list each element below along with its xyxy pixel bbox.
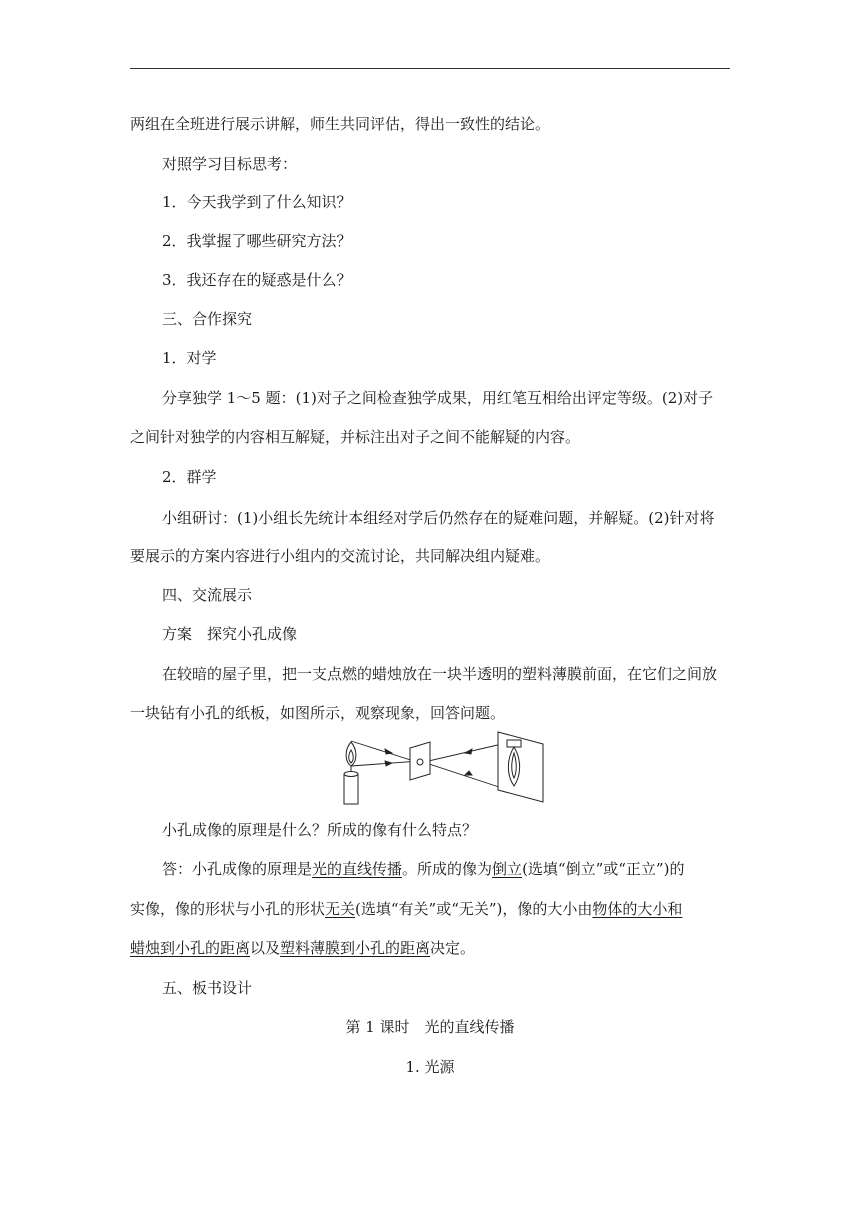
paragraph-line: 两组在全班进行展示讲解，师生共同评估，得出一致性的结论。 — [130, 115, 551, 133]
answer-blank: 光的直线传播 — [312, 860, 403, 878]
paragraph-line: 对照学习目标思考： — [162, 155, 298, 173]
subsection-heading: 1．对学 — [162, 349, 217, 367]
answer-text: 以及 — [250, 939, 281, 957]
question-line: 小孔成像的原理是什么？所成的像有什么特点？ — [162, 821, 478, 839]
paragraph-line: 小组研讨：(1)小组长先统计本组经对学后仍然存在的疑难问题，并解疑。(2)针对将 — [162, 509, 715, 527]
board-title: 第 1 课时 光的直线传播 — [345, 1018, 515, 1036]
answer-text: 实像，像的形状与小孔的形状 — [130, 900, 326, 918]
answer-line — [130, 938, 730, 958]
paragraph-line: 分享独学 1～5 题：(1)对子之间检查独学成果，用红笔互相给出评定等级。(2)对子 — [162, 389, 714, 407]
list-item: 1．今天我学到了什么知识？ — [162, 193, 352, 211]
pinhole-camera-figure — [330, 728, 550, 806]
candle-icon — [344, 742, 358, 804]
answer-line — [130, 859, 730, 879]
section-heading: 五、板书设计 — [162, 979, 253, 997]
paragraph-line: 之间针对独学的内容相互解疑，并标注出对子之间不能解疑的内容。 — [130, 428, 581, 446]
answer-blank: 无关 — [325, 900, 356, 918]
answer-blank: 塑料薄膜到小孔的距离 — [280, 939, 431, 957]
answer-text: 。所成的像为 — [402, 860, 493, 878]
answer-blank: 倒立 — [492, 860, 523, 878]
list-item: 3．我还存在的疑惑是什么？ — [162, 271, 352, 289]
cardboard-with-hole — [410, 742, 430, 780]
board-item: 1. 光源 — [405, 1058, 455, 1076]
header-rule — [130, 68, 730, 69]
plan-title: 方案 探究小孔成像 — [162, 625, 298, 643]
answer-text: 决定。 — [430, 939, 476, 957]
section-heading: 四、交流展示 — [162, 586, 253, 604]
answer-blank: 蜡烛到小孔的距离 — [130, 939, 251, 957]
subsection-heading: 2．群学 — [162, 468, 217, 486]
paragraph-line: 要展示的方案内容进行小组内的交流讨论，共同解决组内疑难。 — [130, 547, 551, 565]
answer-text: (选填“倒立”或“正立”)的 — [522, 860, 685, 878]
paragraph-line: 一块钻有小孔的纸板，如图所示，观察现象，回答问题。 — [130, 704, 506, 722]
answer-text: (选填“有关”或“无关”)，像的大小由 — [355, 900, 593, 918]
section-heading: 三、合作探究 — [162, 310, 253, 328]
paragraph-line: 在较暗的屋子里，把一支点燃的蜡烛放在一块半透明的塑料薄膜前面，在它们之间放 — [162, 665, 718, 683]
answer-text: 答：小孔成像的原理是 — [162, 860, 313, 878]
answer-line — [130, 899, 730, 919]
plastic-film-screen — [498, 732, 543, 802]
answer-blank: 物体的大小和 — [592, 900, 683, 918]
list-item: 2．我掌握了哪些研究方法？ — [162, 232, 352, 250]
